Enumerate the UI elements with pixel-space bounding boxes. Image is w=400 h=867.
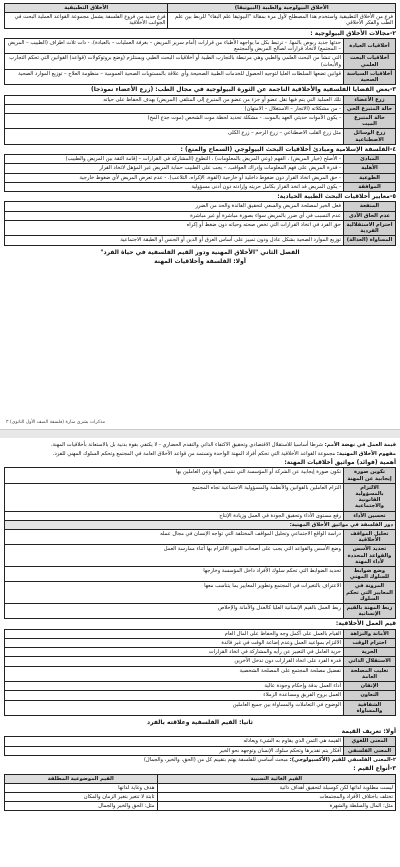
row-text: حق الفرد في اتخاذ القرارات التي تخص صحته وحياته دون ضغط أو إكراه	[5, 220, 344, 235]
types-title: ٢-المعنى الفلسفي للقيم (الأكسيولوجي):	[289, 756, 396, 763]
ethics-text: مجموعة القواعد الأخلاقية التي تحكم أفراد المهنة الواحدة وتستمد من قواعد الأخلاق العامة في المجتمع وتحكم السلوك المهني للفرد.	[52, 450, 336, 457]
row-label: تغليب المصلحة العامة	[344, 666, 396, 681]
row-text: أفكار يتم تقديرها وتحكم سلوك الإنسان وتوجهه نحو الخير	[5, 746, 344, 755]
row-label: احترام الاستقلالية الفردية	[344, 220, 396, 235]
value-definition-table	[4, 736, 396, 755]
row-label: أخلاقيات البحث العلمي	[344, 54, 396, 69]
table-header: القيم الغائية النسبية	[157, 774, 396, 783]
row-label: أخلاقيات العيادة	[344, 39, 396, 54]
row-label: زرع الأعضاء	[344, 95, 396, 104]
row-text: حدثها جديد ربوص بالمها. - ترتبط بكل ما يواجهه الأطباء من قرارات (أمام سرير المريض – بغرفة العمليات – بالعيادة). - ذات ثلاث اطراف (الطبيب – المريض – المجتمع) لاتخاذ قرارات لصالح المريض والمجتمع	[5, 39, 344, 54]
row-label: تكوين صورة إيجابية عن المهنة	[344, 468, 396, 483]
row-label: الأهلية	[344, 164, 396, 173]
section-heading: ٣-بعض القضايا الفلسفية والأخلاقية الناجمة عن الثورة البيولوجية في مجال الطب: (زرع الأعضاء نموذجا)	[90, 86, 396, 94]
section-heading: ٥-معايير أخلاقيات البحث الطبية الحيادية:	[277, 193, 396, 201]
row-label: الشفافية والمساواة	[344, 700, 396, 715]
row-label: ربط المهنة بالقيم الإنسانية	[344, 604, 396, 619]
page-footer: مذكرات بشرى سارة (فلسفة الصف الأول الثانوي) ٣	[6, 420, 106, 425]
row-label: الطوعية	[344, 173, 396, 182]
row-text: القيمة هي الثمن الذي يقاوم به الشيء ويعادله	[5, 737, 344, 746]
row-label: المعنى الفلسفي	[344, 746, 396, 755]
table-header: الأخلاق البيولوجية والطبية (البيوتيقا)	[168, 4, 396, 13]
intro-title: قيمة العمل في نهضة الأمم:	[324, 442, 396, 448]
row-label: تحليل المواقف الأخلاقية	[344, 530, 396, 545]
row-text: تكون صورة إيجابية عن الشركة أو المؤسسة التي تنتمي إليها وعن العاملين بها	[5, 468, 344, 483]
chapter-subtitle: أولا: الفلسفة وأخلاقيات المهنة	[154, 257, 246, 265]
row-text: الاعتراف بالتغيرات في المجتمع وتطوير المعايير بما يتناسب معها	[5, 582, 344, 604]
row-text: مثل زرع القلب الاصطناعي – زرع الرحم – زرع الكلى	[5, 129, 344, 144]
applied-ethics-table	[4, 3, 396, 29]
table-cell: مثل: المال والسلطة والشهرة	[157, 802, 396, 811]
row-label: تحديد الأسس والقواعد المحددة لأداء المهنة	[344, 545, 396, 567]
row-label: احترام الوقت	[344, 639, 396, 648]
row-text: أداء العمل بدقة وإحكام وجودة عالية	[5, 682, 344, 691]
page-separator	[0, 430, 400, 438]
table-header: القيم الموضوعية المطلقة	[5, 774, 158, 783]
row-text: الوضوح في التعاملات والمساواة بين جميع العاملين	[5, 700, 344, 715]
row-label: المساواة (العدالة)	[344, 236, 396, 245]
row-label: الإتقان	[344, 682, 396, 691]
row-text: - حق المريض اتخاذ القرار دون ضغوط داخلية أو خارجية (القوة، الإكراه، التلاعب). - عدم تعرض المريض لأي ضغوط خارجية	[5, 173, 344, 182]
row-label: تحسين الأداء	[344, 511, 396, 520]
row-text: - يكون المريض قد اتخذ القرار بكامل حريته وإرادته دون أدنى مسؤولية	[5, 182, 344, 191]
row-text: توزيع الموارد الصحية بشكل عادل ودون تمييز على أساس العرق أو الدين أو الجنس أو الطبقة الاجتماعية	[5, 236, 344, 245]
row-text: - الأصلح (خيار المريض) ، الفهم (وعي المريض بالمعلومات) ، التطوع (المشاركة في القرارات – إقامة الثقة بين المريض والطبيب)	[5, 155, 344, 164]
row-label: الحرية	[344, 648, 396, 657]
row-label: الالتزام بالمسؤولية القانونية والاجتماعية	[344, 483, 396, 511]
table-cell: مثل: الحق والخير والجمال	[5, 802, 158, 811]
row-label: المبادئ	[344, 155, 396, 164]
subsection-heading: دور الفلسفة في مواثيق الأخلاق المهنية:	[5, 520, 396, 529]
row-label: الأمانة والنزاهة	[344, 629, 396, 638]
bio-ethics-fields-table	[4, 38, 396, 85]
section-heading: قيم العمل الأخلاقية:	[335, 620, 396, 628]
row-label: عدم الحاق الأذى	[344, 211, 396, 220]
row-text: قوانين تضعها السلطات العليا لتوجيه الحصول للخدمات الطبية الصحيحة وأي علاقة بالمستويات الصحية العمومية – منظومة العلاج – توزيع الموارد الصحية	[5, 69, 344, 84]
row-text: عدم التسبب في أي ضرر بالمريض سواء بصورة مباشرة أو غير مباشرة	[5, 211, 344, 220]
organ-transplant-table	[4, 95, 396, 145]
table-cell: ثابتة لا تتغير بتغير الزمان والمكان	[5, 793, 158, 802]
section-heading: ٢-مجالات الأخلاق البيولوجية :	[310, 29, 396, 37]
row-label: المعنى اللغوي	[344, 737, 396, 746]
importance-table	[4, 467, 396, 619]
principles-table	[4, 154, 396, 192]
document-page-1	[0, 0, 400, 430]
section-heading: أولا: تعريف القيمة	[341, 727, 396, 735]
row-label: التعاون	[344, 691, 396, 700]
row-label: الموافقة	[344, 182, 396, 191]
row-text: قدرة الفرد على اتخاذ القرارات دون تدخل الآخرين	[5, 657, 344, 666]
row-label: المرونة في المعايير التي تحكم السلوك	[344, 582, 396, 604]
chapter-title: الفصل الثاني "الأخلاق المهنية ودور القيم الفلسفية في حياة الفرد"	[100, 248, 300, 256]
row-text: الالتزام بمواعيد العمل وعدم إضاعة الوقت في غير فائدة	[5, 639, 344, 648]
row-text: تحديد الضوابط التي تحكم سلوك الأفراد داخل المؤسسة وخارجها	[5, 567, 344, 582]
table-cell: فرع جديد من فروع الفلسفة يشمل مجموعة القواعد العملية البحث في الجوانب الأخلاقية	[5, 13, 168, 28]
row-label: زرع الوسائل الاصطناعية	[344, 129, 396, 144]
table-cell: هدف وغاية لذاتها	[5, 783, 158, 792]
section-heading: أهمية (فوائد) مواثيق أخلاقيات المهنة:	[284, 459, 396, 466]
row-label: حالة المتبرع الميت	[344, 114, 396, 129]
row-text: - قدرة المريض على فهم المعلومات وإدراك العواقب. - يجب على الطبيب حماية المريض غير المؤهل لاتخاذ القرار	[5, 164, 344, 173]
row-text: وضع الأسس والقواعد التي يجب على أصحاب المهن الالتزام بها أثناء ممارسة العمل	[5, 545, 344, 567]
row-text: حرية العامل في التعبير عن رأيه والمشاركة في اتخاذ القرارات	[5, 648, 344, 657]
section-heading: ٣-أنواع القيم :	[353, 765, 396, 773]
value-kinds-table	[4, 774, 396, 812]
ethics-title: مفهوم الأخلاق المهنية:	[336, 450, 396, 457]
row-text: - يكون الأموات حديثي العهد بالموت. - مشكلة تحديد لحظة موت الشخص (موت جذع المخ)	[5, 114, 344, 129]
row-text: رفع مستوى الأداء وتحقيق الجودة في العمل وزيادة الإنتاج	[5, 511, 344, 520]
intro-text: شرطا أساسيا للاستقلال الاقتصادي وتحقيق الاكتفاء الذاتي والتقدم الحضاري - لا يكتفي بقوة بدنية بل بالاستعانة بأخلاقيات المهنة.	[50, 442, 323, 448]
row-text: تلك العملية التي يتم فيها نقل عضو أو جزء من عضو من المتبرع إلى المتلقي (المريض) بهدف الحفاظ على حياته	[5, 95, 344, 104]
row-text: دراسة الواقع الاجتماعي وتحليل المواقف المختلفة التي تواجه الإنسان في مجال عمله	[5, 530, 344, 545]
row-label: المنفعة	[344, 202, 396, 211]
document-page-2	[0, 438, 400, 867]
row-label: حالة المتبرع الحي	[344, 104, 396, 113]
row-text: ربط العمل بالقيم الإنسانية العليا كالعدل والأمانة والإخلاص	[5, 604, 344, 619]
work-values-table	[4, 629, 396, 716]
row-label: أخلاقيات السياسة الصحية	[344, 69, 396, 84]
row-text: - من مشكلاته (الاتجار – الاستغلال – الامتهان)	[5, 104, 344, 113]
research-criteria-table	[4, 201, 396, 245]
row-text: التي تنشأ من البحث العلمي والطبي وهي مرتبطة بالتجارب الطبية أو أخلاقيات البحث الطبي ويستلزم (وضع بروتوكولات (قواعد) القوانين التي تحكم التجارب والأبحاث)	[5, 54, 344, 69]
types-text: مبحث أساسي للفلسفة يهتم بتقييم كل من (الحق، والخير، والجمال)	[143, 756, 288, 763]
row-text: القيام بالعمل على أكمل وجه والحفاظ على المال العام	[5, 629, 344, 638]
table-cell: تختلف باختلاف الأفراد والمجتمعات	[157, 793, 396, 802]
row-text: فعل الخير لمصلحة المريض والسعي لتحقيق الفائدة والحد من الضرر	[5, 202, 344, 211]
row-label: وضع ضوابط للسلوك المهني	[344, 567, 396, 582]
table-cell: فرع من الأخلاق التطبيقية واستخدم هذا المصطلح لأول مرة بمقالة "البيوتيقا علم البقاء" للربط بين علم الطب والفكر الأخلاقي	[168, 13, 396, 28]
row-text: العمل بروح الفريق ومساعدة الزملاء	[5, 691, 344, 700]
row-text: تفضيل مصلحة المجتمع على المصلحة الشخصية	[5, 666, 344, 681]
section-heading: ٤-الفلسفة الإسلامية ومبادئ أخلاقيات البحث البيولوجي (السماح والمنع) :	[180, 145, 396, 153]
row-text: التزام العاملين بالقوانين والأنظمة والمسؤولية الاجتماعية تجاه المجتمع	[5, 483, 344, 511]
table-header: الأخلاق التطبيقية	[5, 4, 168, 13]
row-label: الاستقلال الذاتي	[344, 657, 396, 666]
table-cell: ليست مطلوبة لذاتها لكن كوسيلة لتحقيق أهداف ذاتية	[157, 783, 396, 792]
chapter-subtitle: ثانيا: القيم الفلسفية وعلاقته بالفرد	[147, 718, 253, 726]
